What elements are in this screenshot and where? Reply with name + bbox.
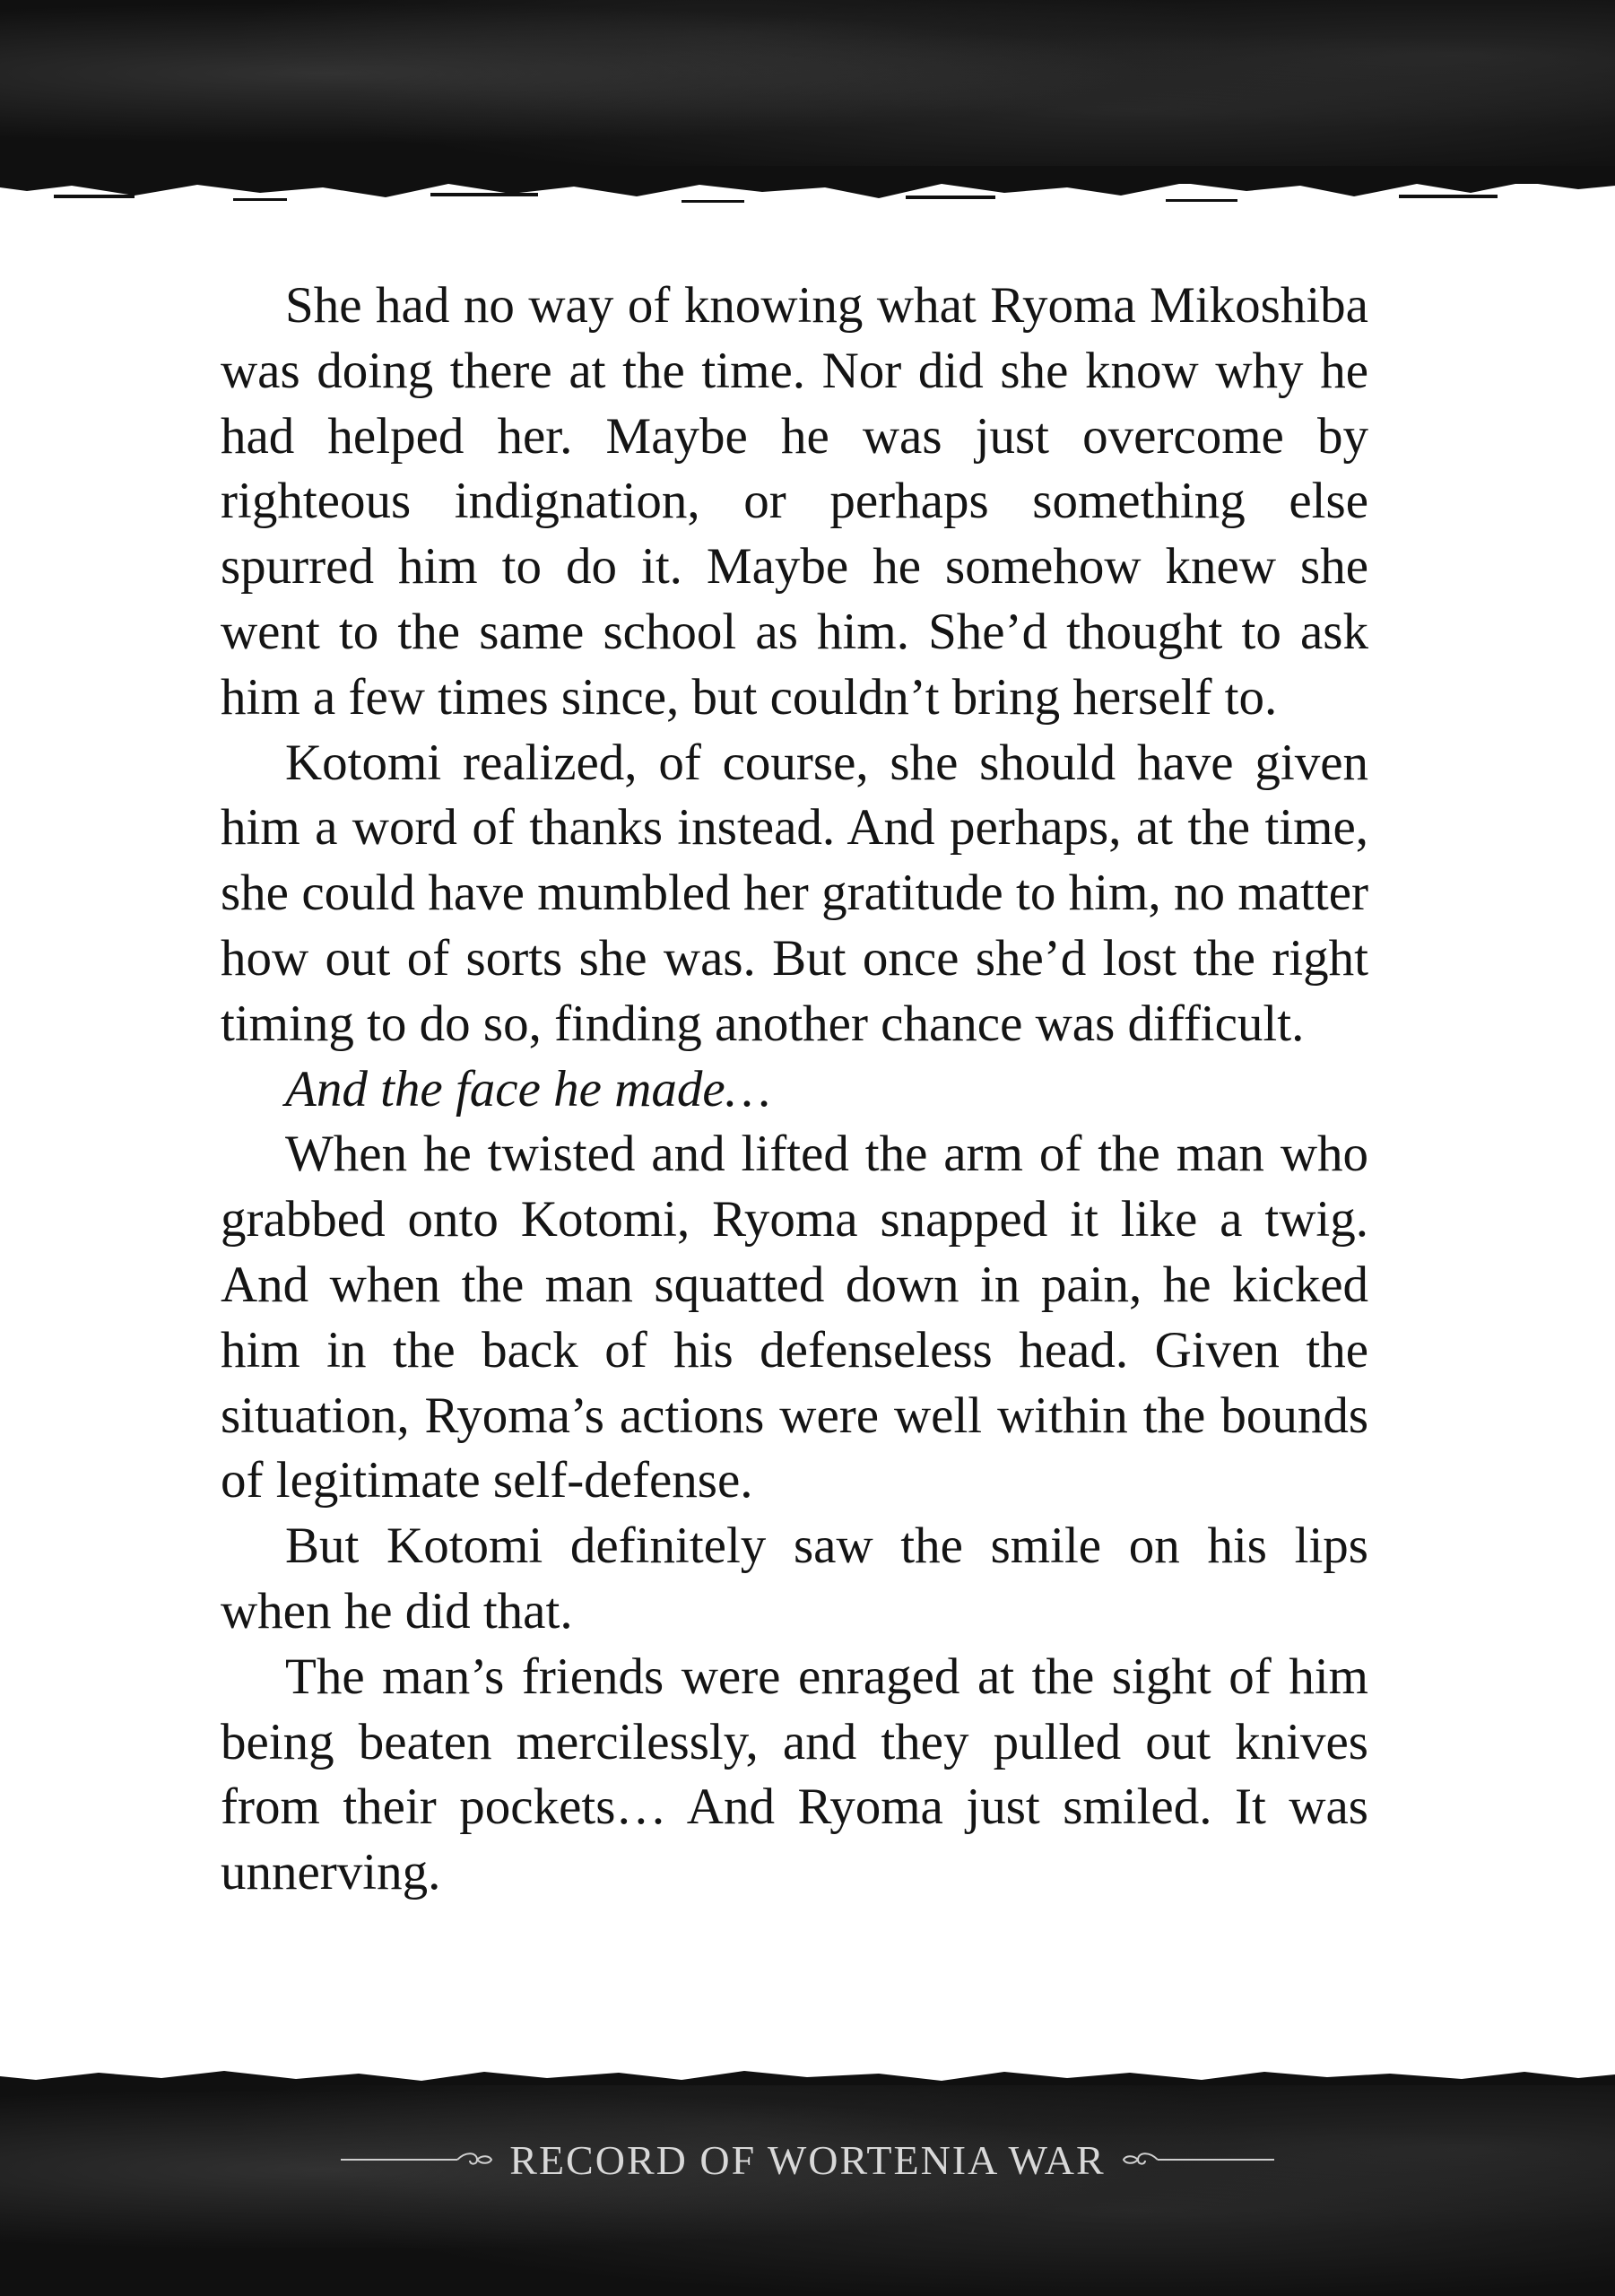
paragraph-3: And the face he made… [285,1060,771,1118]
body-text [221,274,1368,1906]
footer-brush-edge [0,2067,1615,2087]
paragraph-6: The man’s friends were enraged at the sight of him being beaten mercilessly, and they pulled out knives from their pockets… And Ryoma just smiled. It was unnerving. [221,1648,1368,1901]
scroll-flourish-right-icon [1122,2149,1274,2170]
paragraph-2: Kotomi realized, of course, she should have given him a word of thanks instead. And perhaps, at the time, she could have mumbled her gratitude to him, no matter how out of sorts she was. But once she’d lost the right timing to do so, finding another chance was difficult. [221,734,1368,1052]
paragraph-1: She had no way of knowing what Ryoma Mikoshiba was doing there at the time. Nor did she know why he had helped her. Maybe he was just overcome by righteous indignation, or perhaps something else spurred him to do it. Maybe he somehow knew she went to the same school as him. She’d thought to ask him a few times since, but couldn’t bring herself to. [221,277,1368,726]
header-band [0,0,1615,184]
header-brush-edge [0,166,1615,211]
footer-band [0,2085,1615,2296]
scroll-flourish-left-icon [341,2149,493,2170]
book-series-title: RECORD OF WORTENIA WAR [509,2136,1106,2183]
paragraph-4: When he twisted and lifted the arm of the man who grabbed onto Kotomi, Ryoma snapped it like a twig. And when the man squatted down in pain, he kicked him in the back of his defenseless head. Given the situation, Ryoma’s actions were well within the bounds of legitimate self-defense. [221,1126,1368,1509]
footer [0,2133,1615,2187]
paragraph-5: But Kotomi definitely saw the smile on his lips when he did that. [221,1518,1368,1639]
